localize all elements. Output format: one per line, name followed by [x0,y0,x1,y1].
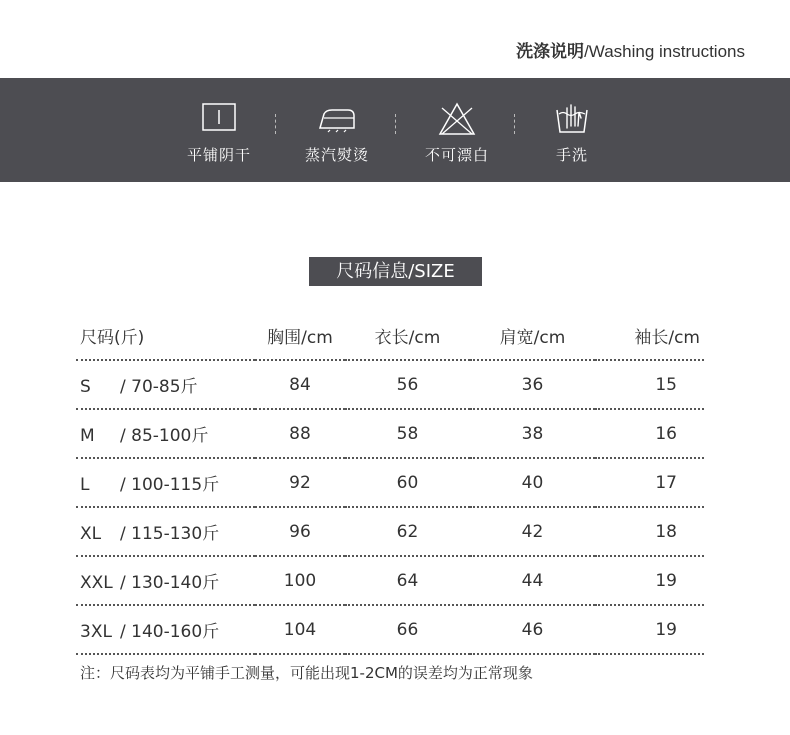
table-row [76,409,704,458]
header-shoulder: 肩宽/cm [470,312,595,360]
care-divider [275,114,276,134]
washing-title-en: /Washing instructions [584,42,745,61]
size-label: XL [80,524,102,544]
sleeve-value: 17 [595,458,704,507]
shoulder-value: 40 [470,458,595,507]
chest-value: 96 [255,507,345,556]
chest-value: 88 [255,409,345,458]
chest-value: 100 [255,556,345,605]
length-value: 64 [345,556,470,605]
sleeve-value: 16 [595,409,704,458]
length-value: 58 [345,409,470,458]
chest-value: 84 [255,360,345,409]
weight-range: / 70-85斤 [120,377,198,397]
care-label-steam-iron: 蒸汽熨烫 [304,146,369,164]
care-label-hand-wash: 手洗 [555,146,588,164]
size-banner: 尺码信息/SIZE [309,257,482,286]
length-value: 56 [345,360,470,409]
header-length: 衣长/cm [345,312,470,360]
washing-title-cn: 洗涤说明 [516,42,585,62]
sleeve-value: 19 [595,556,704,605]
care-band [0,78,790,182]
care-divider [395,114,396,134]
care-label-flat-dry: 平铺阴干 [186,146,251,164]
shoulder-value: 42 [470,507,595,556]
table-row [76,458,704,507]
chest-value: 92 [255,458,345,507]
no-bleach-icon [438,102,476,136]
weight-range: / 85-100斤 [120,426,209,446]
weight-range: / 100-115斤 [120,475,220,495]
care-label-no-bleach: 不可漂白 [424,146,489,164]
weight-range: / 130-140斤 [120,573,220,593]
weight-range: / 140-160斤 [120,622,220,642]
size-table [76,312,704,655]
washing-title [516,37,745,62]
table-row [76,360,704,409]
size-label: S [80,377,91,397]
size-table-header [76,312,704,360]
flat-dry-icon [201,102,237,132]
hand-wash-icon [554,102,590,136]
size-label: M [80,426,95,446]
size-label: 3XL [80,622,112,642]
header-chest: 胸围/cm [255,312,345,360]
weight-range: / 115-130斤 [120,524,220,544]
size-label: L [80,475,90,495]
table-row [76,507,704,556]
length-value: 62 [345,507,470,556]
chest-value: 104 [255,605,345,654]
length-value: 60 [345,458,470,507]
size-label: XXL [80,573,113,593]
sleeve-value: 15 [595,360,704,409]
header-size: 尺码(斤) [76,312,255,360]
shoulder-value: 36 [470,360,595,409]
steam-iron-icon [316,102,358,136]
shoulder-value: 46 [470,605,595,654]
table-row [76,556,704,605]
measurement-note: 注：尺码表均为平铺手工测量，可能出现1-2CM的误差均为正常现象 [80,664,533,682]
sleeve-value: 18 [595,507,704,556]
length-value: 66 [345,605,470,654]
header-sleeve: 袖长/cm [595,312,704,360]
shoulder-value: 38 [470,409,595,458]
sleeve-value: 19 [595,605,704,654]
shoulder-value: 44 [470,556,595,605]
table-row [76,605,704,654]
